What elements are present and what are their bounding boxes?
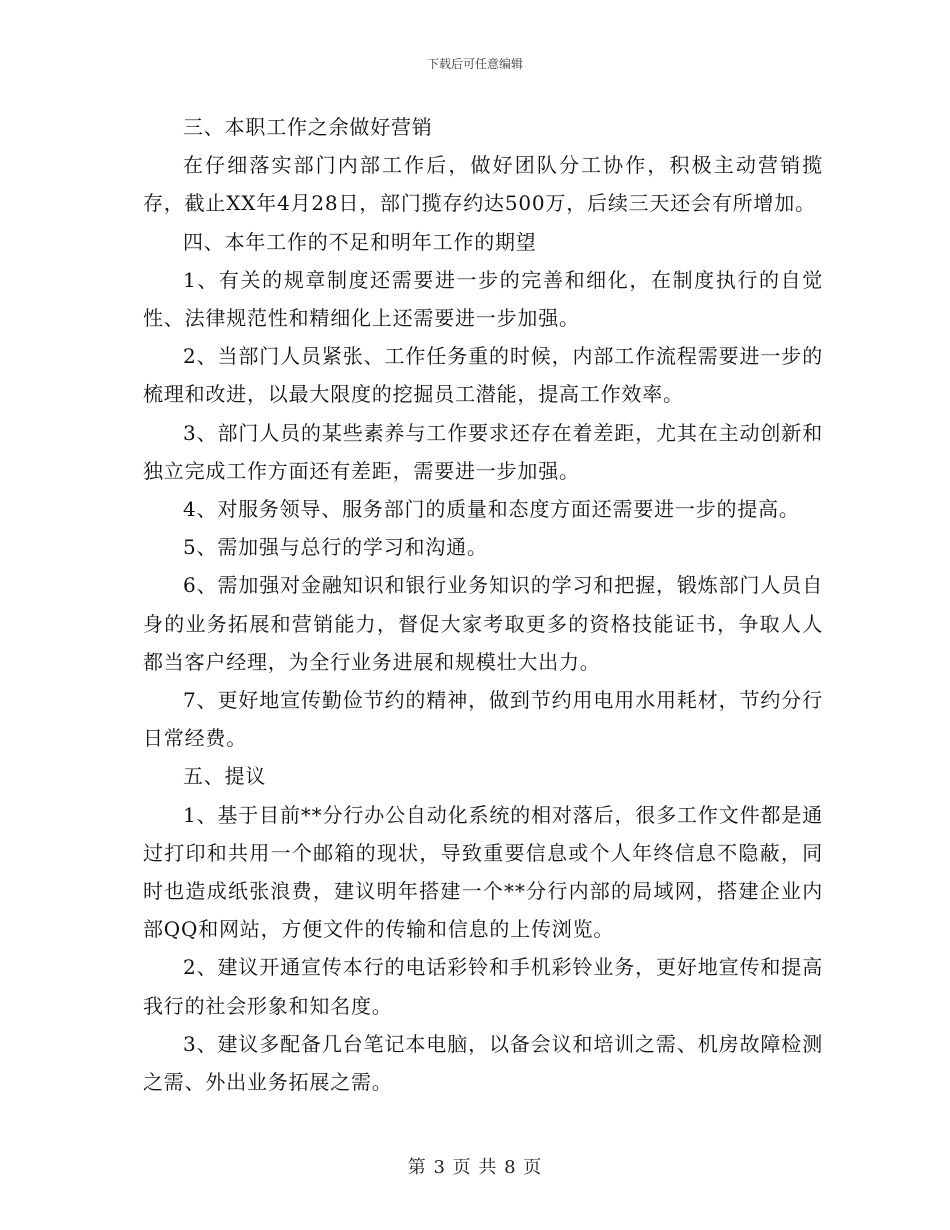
section-heading-5: 五、提议 [183,764,267,789]
list-item: 2、当部门人员紧张、工作任务重的时候，内部工作流程需要进一步的梳理和改进，以最大限度的挖掘员工潜能，提高工作效率。 [143,344,823,407]
list-item: 5、需加强与总行的学习和沟通。 [183,535,488,560]
paragraph: 在仔细落实部门内部工作后，做好团队分工协作，积极主动营销揽存，截止XX年4月28日，部门揽存约达500万，后续三天还会有所增加。 [143,153,823,216]
page-number-text: 第 3 页 共 8 页 [407,1157,543,1178]
page-number [0,1153,950,1179]
list-item: 1、有关的规章制度还需要进一步的完善和细化，在制度执行的自觉性、法律规范性和精细化上还需要进一步加强。 [143,267,823,331]
header-note: 下载后可任意编辑 [426,57,523,71]
list-item: 4、对服务领导、服务部门的质量和态度方面还需要进一步的提高。 [183,497,800,522]
list-item: 3、部门人员的某些素养与工作要求还存在着差距，尤其在主动创新和独立完成工作方面还有差距，需要进一步加强。 [143,420,823,483]
list-item: 6、需加强对金融知识和银行业务知识的学习和把握，锻炼部门人员自身的业务拓展和营销能力，督促大家考取更多的资格技能证书，争取人人都当客户经理，为全行业务进展和规模壮大出力。 [143,573,823,674]
list-item: 7、更好地宣传勤俭节约的精神，做到节约用电用水用耗材，节约分行日常经费。 [143,688,823,751]
list-item: 2、建议开通宣传本行的电话彩铃和手机彩铃业务，更好地宣传和提高我行的社会形象和知名度。 [143,955,823,1018]
list-item: 1、基于目前**分行办公自动化系统的相对落后，很多工作文件都是通过打印和共用一个邮箱的现状，导致重要信息或个人年终信息不隐蔽，同时也造成纸张浪费，建议明年搭建一个**分行内部的局域网，搭建企业内部QQ和网站，方便文件的传输和信息的上传浏览。 [143,802,823,942]
list-item: 3、建议多配备几台笔记本电脑，以备会议和培训之需、机房故障检测之需、外出业务拓展之需。 [143,1031,823,1095]
document-body [143,108,823,1101]
section-heading-3: 三、本职工作之余做好营销 [183,115,433,139]
section-heading-4: 四、本年工作的不足和明年工作的期望 [183,229,537,254]
